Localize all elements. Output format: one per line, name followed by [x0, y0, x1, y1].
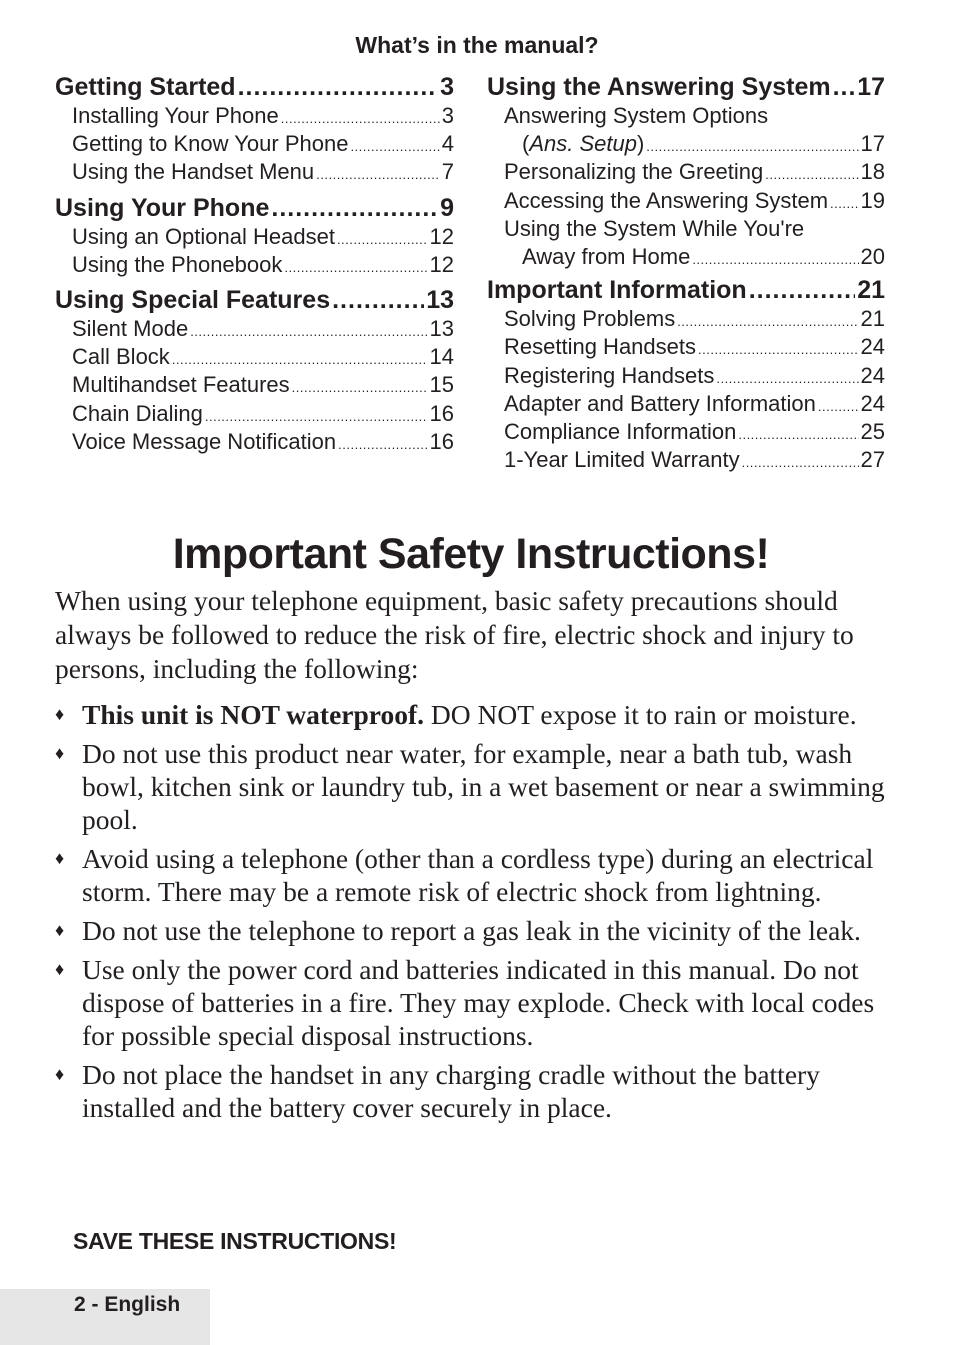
- toc-item-page: 16: [429, 400, 454, 426]
- toc-item-page: 27: [860, 447, 885, 473]
- toc-item-title: Call Block: [72, 344, 170, 370]
- toc-item-title: Resetting Handsets: [504, 334, 696, 360]
- toc-item-title: Chain Dialing: [72, 400, 203, 426]
- toc-item-title: Multihandset Features: [72, 372, 290, 398]
- toc-item-away-line[interactable]: Using the System While You're: [504, 215, 805, 241]
- toc-left-column: [55, 72, 454, 456]
- bullet-bold-text: This unit is NOT waterproof.: [82, 699, 425, 730]
- toc-item-page: 12: [429, 251, 454, 277]
- toc-item[interactable]: [487, 158, 885, 186]
- toc-item-title: Using the Phonebook: [72, 251, 283, 277]
- safety-bullet-list: [55, 698, 900, 1130]
- bullet-text: Use only the power cord and batteries indicated in this manual. Do not dispose of batteries in a fire. They may explode. Check with local codes for possible special disposal instructions.: [82, 954, 875, 1051]
- safety-intro: When using your telephone equipment, basic safety precautions should always be followed to reduce the risk of fire, electric shock and injury to persons, including the following:: [55, 585, 854, 684]
- toc-item-page: 25: [860, 418, 885, 444]
- toc-section-page: 13: [426, 285, 454, 314]
- save-instructions-label: SAVE THESE INSTRUCTIONS!: [73, 1228, 397, 1254]
- bullet-text: Do not use the telephone to report a gas leak in the vicinity of the leak.: [82, 915, 861, 946]
- toc-item[interactable]: [487, 305, 885, 333]
- toc-item-page: 12: [429, 223, 454, 249]
- diamond-bullet-icon: ♦: [55, 1064, 65, 1084]
- diamond-bullet-icon: ♦: [55, 704, 65, 724]
- toc-item-page: 14: [429, 344, 454, 370]
- safety-bullet: [55, 842, 900, 908]
- toc-item-page: 7: [441, 159, 454, 185]
- toc-item-page: 3: [441, 103, 454, 128]
- toc-item-page: 18: [860, 159, 885, 185]
- safety-bullet: [55, 1058, 900, 1124]
- toc-item[interactable]: [55, 102, 454, 130]
- toc-item[interactable]: [55, 371, 454, 399]
- bullet-text: DO NOT expose it to rain or moisture.: [424, 699, 857, 730]
- toc-item[interactable]: [487, 243, 885, 271]
- toc-item-page: 24: [860, 362, 885, 388]
- toc-item[interactable]: [55, 315, 454, 343]
- toc-item[interactable]: [55, 343, 454, 371]
- diamond-bullet-icon: ♦: [55, 959, 65, 979]
- toc-item[interactable]: [55, 158, 454, 186]
- diamond-bullet-icon: ♦: [55, 848, 65, 868]
- toc-item-page: 17: [860, 131, 885, 157]
- bullet-text: Do not place the handset in any charging cradle without the battery installed and the battery cover securely in place.: [82, 1059, 820, 1123]
- page-number-label: 2 - English: [74, 1293, 181, 1316]
- toc-item-title: 1-Year Limited Warranty: [504, 447, 740, 473]
- safety-title: Important Safety Instructions!: [172, 530, 770, 578]
- safety-bullet: [55, 698, 900, 731]
- toc-item[interactable]: [55, 130, 454, 158]
- bullet-text: Avoid using a telephone (other than a cordless type) during an electrical storm. There may be a remote risk of electric shock from lightning.: [82, 843, 874, 907]
- safety-bullet: [55, 953, 900, 1052]
- toc-item-page: 21: [860, 306, 885, 332]
- toc-item-page: 24: [860, 334, 885, 360]
- toc-section-answering-system[interactable]: [487, 72, 885, 102]
- toc-item[interactable]: [55, 400, 454, 428]
- toc-item-title: Using the Handset Menu: [72, 159, 315, 185]
- toc-item-title: Registering Handsets: [504, 362, 715, 388]
- toc-item[interactable]: [487, 446, 885, 474]
- toc-item-title: Getting to Know Your Phone: [72, 131, 349, 157]
- toc-item[interactable]: [487, 390, 885, 418]
- toc-item-title: Away from Home: [522, 243, 691, 269]
- toc-item[interactable]: [487, 362, 885, 390]
- toc-section-title: Using the Answering System: [487, 73, 831, 101]
- toc-item[interactable]: [55, 428, 454, 456]
- toc-item-title: Installing Your Phone: [72, 103, 279, 128]
- toc-section-special-features[interactable]: [55, 285, 454, 315]
- toc-item-page: 15: [429, 372, 454, 398]
- toc-right-column: [487, 72, 885, 474]
- toc-heading: What’s in the manual?: [355, 32, 599, 58]
- page-footer: [0, 1289, 210, 1345]
- toc-item-page: 24: [860, 390, 885, 416]
- safety-bullet: [55, 737, 900, 836]
- toc-item[interactable]: [487, 187, 885, 215]
- toc-item-title: Voice Message Notification: [72, 428, 337, 454]
- toc-item-page: 4: [441, 131, 454, 157]
- toc-section-title: Important Information: [487, 276, 747, 305]
- toc-section-getting-started[interactable]: [55, 72, 454, 102]
- toc-item-title: Personalizing the Greeting: [504, 159, 764, 185]
- toc-item-page: 20: [860, 243, 885, 269]
- bullet-text: Do not use this product near water, for example, near a bath tub, wash bowl, kitchen sink or laundry tub, in a wet basement or near a swimming pool.: [82, 738, 885, 835]
- toc-item[interactable]: [55, 223, 454, 251]
- toc-section-page: 17: [857, 73, 885, 101]
- toc-item-title: Compliance Information: [504, 418, 737, 444]
- diamond-bullet-icon: ♦: [55, 920, 65, 940]
- toc-item-title: [522, 130, 644, 158]
- toc-item-title: Solving Problems: [504, 306, 676, 332]
- toc-item[interactable]: [487, 130, 885, 158]
- toc-item-page: 13: [429, 315, 454, 341]
- diamond-bullet-icon: ♦: [55, 743, 65, 763]
- toc-item-options-line[interactable]: Answering System Options: [504, 103, 769, 128]
- toc-section-title: Using Special Features: [55, 285, 331, 314]
- toc-item-page: 19: [860, 187, 885, 213]
- paren-close: ): [636, 131, 645, 157]
- toc-section-page: 3: [440, 73, 454, 101]
- toc-section-important-information[interactable]: [487, 275, 885, 305]
- ans-setup-label: Ans. Setup: [529, 131, 637, 157]
- toc-item-page: 16: [429, 428, 454, 454]
- toc-section-title: Using Your Phone: [55, 193, 270, 222]
- toc-section-title: Getting Started: [55, 73, 236, 101]
- safety-bullet: [55, 914, 900, 947]
- toc-section-using-your-phone[interactable]: [55, 193, 454, 223]
- toc-item[interactable]: [55, 251, 454, 279]
- toc-item-title: Using an Optional Headset: [72, 223, 335, 249]
- toc-section-page: 21: [857, 276, 885, 305]
- toc-item[interactable]: [487, 418, 885, 446]
- paren-open: (: [522, 131, 530, 157]
- toc-item-title: Adapter and Battery Information: [504, 390, 816, 416]
- toc-section-page: 9: [440, 193, 454, 222]
- toc-item[interactable]: [487, 333, 885, 361]
- toc-item-title: Silent Mode: [72, 315, 189, 341]
- toc-item-title: Accessing the Answering System: [504, 187, 829, 213]
